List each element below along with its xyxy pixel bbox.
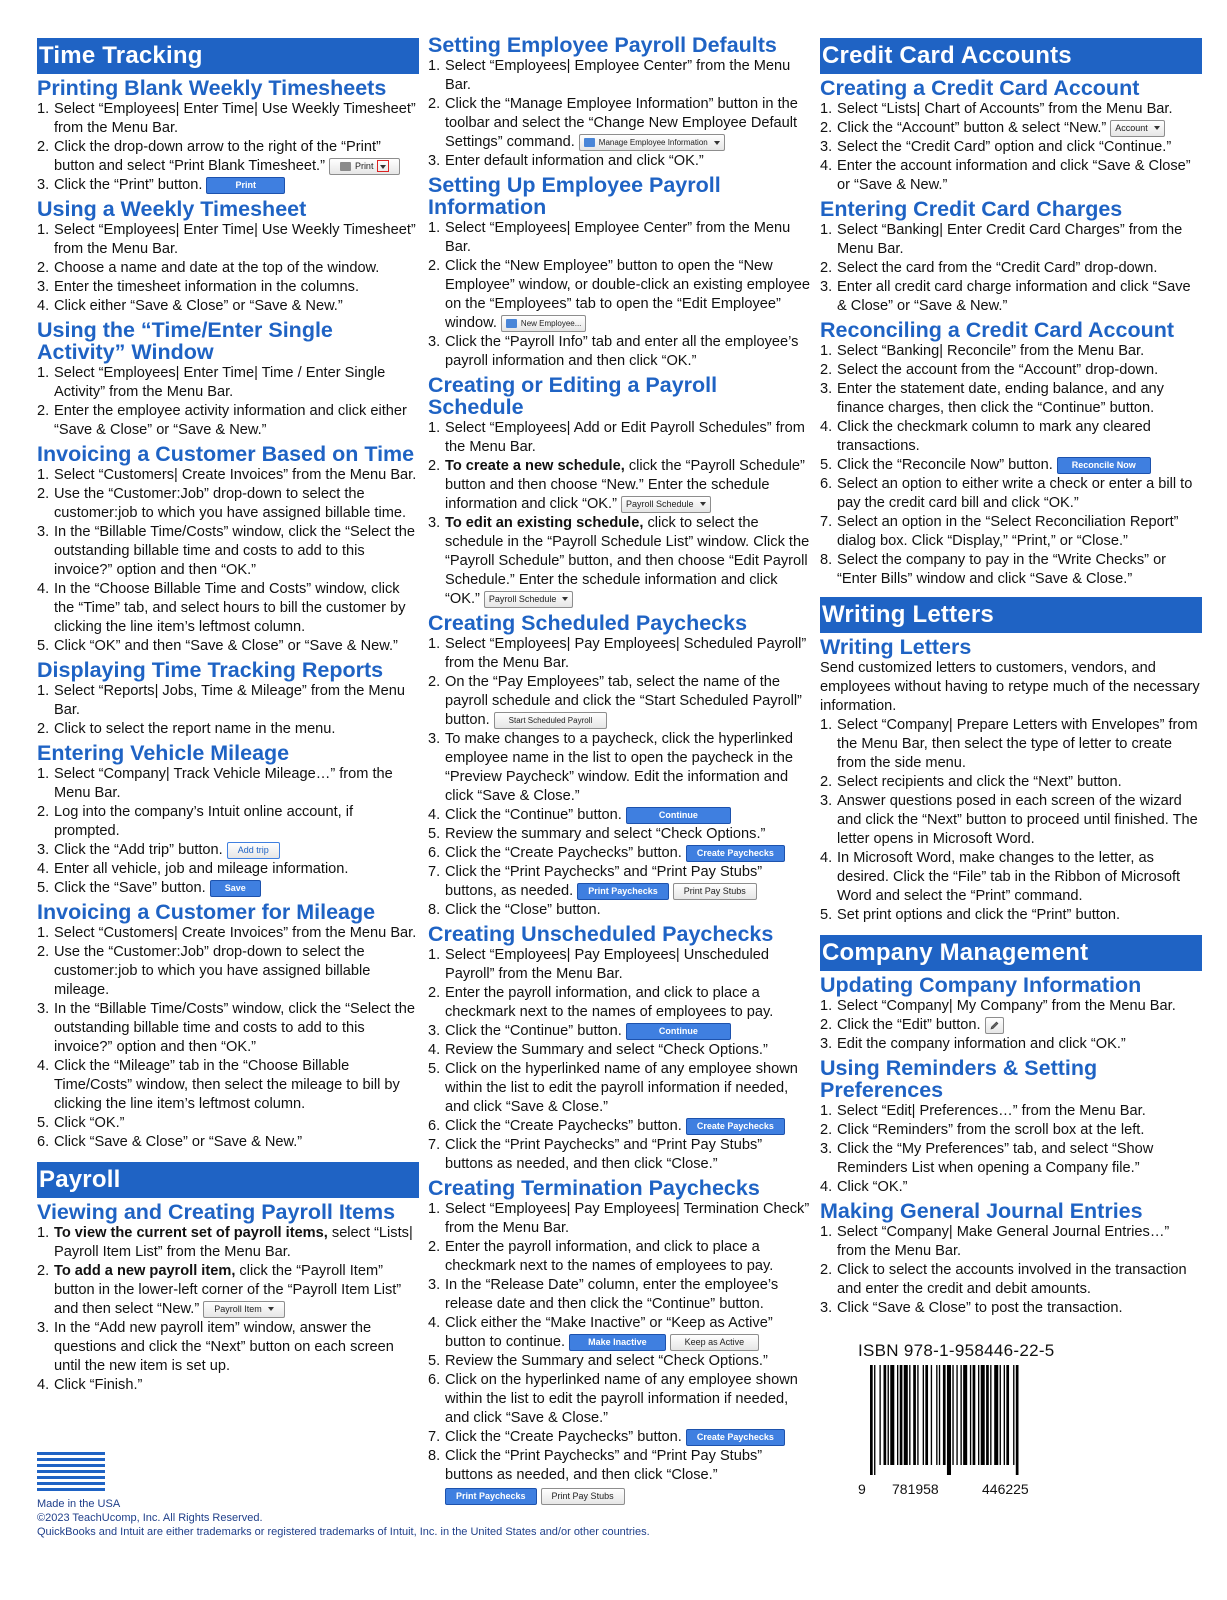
list-item: 1. To view the current set of payroll items, select “Lists| Payroll Item List” from the Menu Bar. <box>37 1225 413 1260</box>
list-item: 4. Click the checkmark column to mark any cleared transactions. <box>820 419 1151 454</box>
barcode-bar <box>917 1365 918 1465</box>
chevron-down-icon <box>1154 126 1160 130</box>
list-item: 1. Select “Employees| Pay Employees| Scheduled Payroll” from the Menu Bar. <box>428 636 807 671</box>
pencil-icon <box>989 1020 1000 1031</box>
list-item: 8. Click the “Close” button. <box>428 902 601 918</box>
list-item: 4. In Microsoft Word, make changes to the letter, as desired. Click the “File” tab in the Ribbon of Microsoft Word and select the “Print” command. <box>820 850 1181 904</box>
create-paychecks-button[interactable]: Create Paychecks <box>686 1429 785 1446</box>
print-pay-stubs-button[interactable]: Print Pay Stubs <box>673 883 757 900</box>
barcode-digits-left: 781958 <box>892 1481 939 1497</box>
barcode-bar <box>888 1365 889 1465</box>
heading-payroll-setup: Setting Up Employee Payroll Information <box>428 173 721 219</box>
chevron-down-icon <box>714 141 720 145</box>
barcode-bar <box>1000 1365 1001 1465</box>
list-item: 2. Click the “Manage Employee Information” button in the toolbar and select the “Change New Employee Default Settings” command. Manage Employee Information <box>428 96 798 150</box>
steps-vehicle-mileage <box>37 765 419 898</box>
steps-invoice-time <box>37 466 419 656</box>
steps-writing-letters <box>820 716 1202 925</box>
steps-termination-paychecks <box>428 1200 811 1485</box>
heading-writing-letters: Writing Letters <box>820 635 972 659</box>
section-header-payroll: Payroll <box>37 1162 419 1198</box>
termination-print-buttons <box>428 1488 811 1506</box>
list-item: 4. Click the “Continue” button. Continue <box>428 806 811 825</box>
list-item: 2. Choose a name and date at the top of the window. <box>37 260 380 276</box>
column-2 <box>428 34 811 1506</box>
list-item: 3. To edit an existing schedule, click to select the schedule in the “Payroll Schedule List” window. Click the “Payroll Schedule” button, and then choose “Edit Payroll Schedule.” Enter the schedule information and click “OK.” Payroll Schedule <box>428 515 810 607</box>
heading-single-activity: Using the “Time/Enter Single Activity” Window <box>37 318 333 364</box>
list-item: 5. Review the summary and select “Check Options.” <box>428 826 766 842</box>
steps-time-reports <box>37 682 419 739</box>
make-inactive-button[interactable]: Make Inactive <box>569 1334 666 1351</box>
list-item: 5. Click on the hyperlinked name of any employee shown within the list to edit the payroll information if needed, and click “Save & Close.” <box>428 1061 798 1115</box>
list-item: 1. Select “Banking| Reconcile” from the Menu Bar. <box>820 343 1145 359</box>
list-item: 3. In the “Billable Time/Costs” window, click the “Select the outstanding billable time and costs to add to this invoice?” option and then “OK.” <box>37 524 415 578</box>
list-item: 1. Select “Company| Make General Journal Entries…” from the Menu Bar. <box>820 1224 1170 1259</box>
list-item: 1. Select “Customers| Create Invoices” from the Menu Bar. <box>37 467 417 483</box>
barcode-bar <box>970 1365 971 1465</box>
heading-create-credit-card: Creating a Credit Card Account <box>820 76 1140 100</box>
list-item: 3. Click “Save & Close” to post the transaction. <box>820 1300 1123 1316</box>
list-item: 4. Click “OK.” <box>820 1179 908 1195</box>
print-paychecks-button[interactable]: Print Paychecks <box>445 1488 537 1505</box>
list-item: 7. Click the “Print Paychecks” and “Print Pay Stubs” buttons, as needed. Print Paychecks Print Pay Stubs <box>428 864 763 899</box>
list-item: 2. Click the “Account” button & select “New.” Account <box>820 119 1202 138</box>
steps-reconcile-credit-card <box>820 342 1202 589</box>
usa-flag-icon <box>37 1452 105 1494</box>
barcode-bar <box>1004 1365 1005 1465</box>
heading-payroll-items: Viewing and Creating Payroll Items <box>37 1200 396 1224</box>
barcode-digits-right: 446225 <box>982 1481 1029 1497</box>
heading-credit-card-charges: Entering Credit Card Charges <box>820 197 1123 221</box>
chevron-down-icon <box>562 597 568 601</box>
barcode-bar <box>973 1365 976 1465</box>
chevron-down-icon <box>377 160 389 172</box>
chevron-down-icon <box>700 502 706 506</box>
reconcile-now-button[interactable]: Reconcile Now <box>1057 457 1151 474</box>
list-item: 2. Use the “Customer:Job” drop-down to select the customer:job to which you have assigned billable mileage. <box>37 944 371 998</box>
barcode-bar <box>956 1365 957 1465</box>
list-item: 7. Click the “Print Paychecks” and “Print Pay Stubs” buttons as needed, and then click “Close.” <box>428 1137 763 1172</box>
list-item: 2. Click the “Edit” button. <box>820 1016 1202 1035</box>
isbn-number: ISBN 978-1-958446-22-5 <box>858 1341 1055 1360</box>
list-item: 2. Enter the payroll information, and click to place a checkmark next to the names of employees to pay. <box>428 985 774 1020</box>
print-dropdown-button[interactable]: Print <box>329 158 401 175</box>
barcode-bar <box>939 1365 940 1465</box>
list-item: 6. Click the “Create Paychecks” button. Create Paychecks <box>428 844 811 863</box>
printer-icon <box>340 162 351 171</box>
list-item: 3. Enter the statement date, ending balance, and any finance charges, then click the “Continue” button. <box>820 381 1164 416</box>
steps-reminders-preferences <box>820 1102 1202 1197</box>
barcode-bar <box>890 1365 894 1465</box>
list-item: 2. Click the “New Employee” button to open the “New Employee” window, or double-click an existing employee on the “Employees” tab to open the “Edit Employee” window. New Employee... <box>428 258 811 331</box>
heading-payroll-defaults: Setting Employee Payroll Defaults <box>428 33 777 57</box>
barcode-bar <box>913 1365 916 1465</box>
list-item: 3. To make changes to a paycheck, click the hyperlinked employee name in the list to open the paycheck in the “Preview Paycheck” window. Edit the information and click “Save & Close.” <box>428 731 794 804</box>
column-1 <box>37 30 419 1395</box>
barcode-bar <box>986 1365 989 1465</box>
chevron-down-icon <box>268 1307 274 1311</box>
list-item: 2. Click “Reminders” from the scroll box at the left. <box>820 1122 1145 1138</box>
barcode-bar <box>923 1365 924 1465</box>
list-item: 6. Click “Save & Close” or “Save & New.” <box>37 1134 303 1150</box>
barcode-bar <box>960 1365 961 1465</box>
list-item: 5. Click the “Save” button. Save <box>37 879 419 898</box>
barcode-bar <box>900 1365 903 1465</box>
steps-scheduled-paychecks <box>428 635 811 920</box>
barcode-bar <box>931 1365 932 1465</box>
list-item: 3. Click the “Payroll Info” tab and enter all the employee’s payroll information and then click “OK.” <box>428 334 799 369</box>
barcode-bar <box>1006 1365 1009 1465</box>
list-item: 1. Select “Company| Prepare Letters with Envelopes” from the Menu Bar, then select the type of letter to create from the side menu. <box>820 717 1198 771</box>
print-paychecks-button[interactable]: Print Paychecks <box>577 883 669 900</box>
start-scheduled-payroll-button[interactable]: Start Scheduled Payroll <box>494 712 608 729</box>
heading-general-journal: Making General Journal Entries <box>820 1199 1143 1223</box>
list-item: 1. Select “Employees| Employee Center” from the Menu Bar. <box>428 58 791 93</box>
manage-employee-icon <box>584 138 595 147</box>
barcode-graphic <box>858 1365 1058 1475</box>
list-item: 2. Click to select the report name in the menu. <box>37 721 336 737</box>
copyright: ©2023 TeachUcomp, Inc. All Rights Reserved. <box>37 1512 263 1524</box>
section-header-credit-card-accounts: Credit Card Accounts <box>820 38 1202 74</box>
barcode-bar <box>874 1365 875 1475</box>
list-item: 3. Edit the company information and click “OK.” <box>820 1036 1126 1052</box>
list-item: 2. Select recipients and click the “Next” button. <box>820 774 1122 790</box>
account-button[interactable]: Account <box>1110 120 1165 137</box>
writing-letters-intro: Send customized letters to customers, vendors, and employees without having to retype much of the necessary information. <box>820 660 1200 714</box>
list-item: 2. Select the account from the “Account” drop-down. <box>820 362 1159 378</box>
list-item: 8. Click the “Print Paychecks” and “Print Pay Stubs” buttons as needed, and then click “Close.” <box>428 1448 763 1483</box>
manage-employee-information-button[interactable]: Manage Employee Information <box>579 134 725 151</box>
list-item: 2. Enter the payroll information, and click to place a checkmark next to the names of employees to pay. <box>428 1239 774 1274</box>
list-item: 1. Select “Employees| Enter Time| Time / Enter Single Activity” from the Menu Bar. <box>37 365 386 400</box>
barcode-bar <box>879 1365 880 1465</box>
barcode-bar <box>990 1365 991 1465</box>
heading-reminders-preferences: Using Reminders & Setting Preferences <box>820 1056 1098 1102</box>
list-item: 4. In the “Choose Billable Time and Costs” window, click the “Time” tab, and select hours to bill the customer by clicking the line item’s leftmost column. <box>37 581 406 635</box>
steps-unscheduled-paychecks <box>428 946 811 1174</box>
list-item: 3. Enter all credit card charge information and click “Save & Close” or “Save & New.” <box>820 279 1191 314</box>
heading-printing-blank-timesheets: Printing Blank Weekly Timesheets <box>37 76 387 100</box>
list-item: 2. Enter the employee activity information and click either “Save & Close” or “Save & New.” <box>37 403 407 438</box>
list-item: 5. Review the Summary and select “Check Options.” <box>428 1353 768 1369</box>
list-item: 3. Answer questions posed in each screen of the wizard and click the “Next” button to proceed until finished. The letter opens in Microsoft Word. <box>820 793 1198 847</box>
heading-unscheduled-paychecks: Creating Unscheduled Paychecks <box>428 922 774 946</box>
payroll-schedule-button[interactable]: Payroll Schedule <box>621 496 711 513</box>
barcode-bar <box>870 1365 873 1475</box>
heading-update-company: Updating Company Information <box>820 973 1142 997</box>
heading-termination-paychecks: Creating Termination Paychecks <box>428 1176 760 1200</box>
list-item: 2. Log into the company’s Intuit online account, if prompted. <box>37 804 354 839</box>
barcode-bar <box>897 1365 898 1465</box>
heading-invoice-mileage: Invoicing a Customer for Mileage <box>37 900 376 924</box>
steps-invoice-mileage <box>37 924 419 1152</box>
list-item: 6. Click the “Create Paychecks” button. Create Paychecks <box>428 1117 811 1136</box>
list-item: 7. Select an option in the “Select Reconciliation Report” dialog box. Click “Display,” “Print,” or “Close.” <box>820 514 1179 549</box>
barcode-bar <box>936 1365 937 1465</box>
list-item: 5. Click the “Reconcile Now” button. Reconcile Now <box>820 456 1202 475</box>
heading-weekly-timesheet: Using a Weekly Timesheet <box>37 197 307 221</box>
barcode-bar <box>1013 1365 1014 1465</box>
list-item: 4. Click “Finish.” <box>37 1377 143 1393</box>
list-item: 3. Select the “Credit Card” option and click “Continue.” <box>820 139 1172 155</box>
list-item: 6. Click on the hyperlinked name of any employee shown within the list to edit the payroll information if needed, and click “Save & Close.” <box>428 1372 798 1426</box>
list-item: 4. Enter the account information and click “Save & Close” or “Save & New.” <box>820 158 1191 193</box>
list-item: 1. Select “Employees| Pay Employees| Unscheduled Payroll” from the Menu Bar. <box>428 947 769 982</box>
payroll-item-button[interactable]: Payroll Item <box>203 1301 285 1318</box>
barcode-bar <box>952 1365 953 1465</box>
barcode-bar <box>994 1365 998 1465</box>
steps-single-activity <box>37 364 419 440</box>
create-paychecks-button[interactable]: Create Paychecks <box>686 845 785 862</box>
list-item: 1. Select “Reports| Jobs, Time & Mileage” from the Menu Bar. <box>37 683 405 718</box>
list-item: 3. In the “Billable Time/Costs” window, click the “Select the outstanding billable time and costs to add to this invoice?” option and then “OK.” <box>37 1001 415 1055</box>
list-item: 1. Select “Company| My Company” from the Menu Bar. <box>820 998 1176 1014</box>
list-item: 2. Click the drop-down arrow to the right of the “Print” button and select “Print Blank Timesheet.” Print <box>37 138 419 176</box>
list-item: 4. Enter all vehicle, job and mileage information. <box>37 861 349 877</box>
heading-payroll-schedule: Creating or Editing a Payroll Schedule <box>428 373 718 419</box>
list-item: 2. On the “Pay Employees” tab, select the name of the payroll schedule and click the “Start Scheduled Payroll” button. Start Scheduled Payroll <box>428 674 802 728</box>
heading-invoice-time: Invoicing a Customer Based on Time <box>37 442 415 466</box>
list-item: 1. Select “Company| Track Vehicle Mileage…” from the Menu Bar. <box>37 766 393 801</box>
steps-payroll-items <box>37 1224 419 1395</box>
list-item: 1. Select “Banking| Enter Credit Card Charges” from the Menu Bar. <box>820 222 1183 257</box>
list-item: 4. Click either the “Make Inactive” or “Keep as Active” button to continue. Make Inactive Keep as Active <box>428 1315 773 1350</box>
section-header-writing-letters: Writing Letters <box>820 597 1202 633</box>
list-item: 4. Review the Summary and select “Check Options.” <box>428 1042 768 1058</box>
payroll-schedule-button[interactable]: Payroll Schedule <box>484 591 574 608</box>
steps-general-journal <box>820 1223 1202 1318</box>
steps-printing-blank <box>37 100 419 195</box>
edit-button[interactable] <box>985 1017 1004 1034</box>
barcode-bar <box>925 1365 928 1465</box>
list-item: 2. To create a new schedule, click the “Payroll Schedule” button and then choose “New.” Enter the schedule information and click “OK.” Payroll Schedule <box>428 458 805 512</box>
continue-button[interactable]: Continue <box>626 1023 731 1040</box>
list-item: 1. Select “Employees| Employee Center” from the Menu Bar. <box>428 220 791 255</box>
barcode-digit-leading: 9 <box>858 1481 866 1497</box>
barcode-bar <box>981 1365 985 1465</box>
list-item: 1. Select “Employees| Add or Edit Payroll Schedules” from the Menu Bar. <box>428 420 805 455</box>
steps-payroll-defaults <box>428 57 811 171</box>
keep-as-active-button[interactable]: Keep as Active <box>670 1334 760 1351</box>
barcode-bar <box>963 1365 967 1465</box>
continue-button[interactable]: Continue <box>626 807 731 824</box>
barcode-bar <box>909 1365 910 1465</box>
steps-create-credit-card <box>820 100 1202 195</box>
barcode-bar <box>978 1365 979 1465</box>
list-item: 6. Select an option to either write a check or enter a bill to pay the credit card bill and click “OK.” <box>820 476 1193 511</box>
column-3 <box>820 30 1202 1318</box>
steps-payroll-schedule <box>428 419 811 609</box>
new-employee-button[interactable]: New Employee... <box>501 315 586 332</box>
list-item: 2. Use the “Customer:Job” drop-down to select the customer:job to which you have assigned billable time. <box>37 486 407 521</box>
barcode-bar <box>1016 1365 1019 1475</box>
list-item: 5. Click “OK” and then “Save & Close” or “Save & New.” <box>37 638 398 654</box>
list-item: 3. Enter the timesheet information in the columns. <box>37 279 360 295</box>
list-item: 3. Click the “Continue” button. Continue <box>428 1022 811 1041</box>
barcode-bar <box>904 1365 908 1465</box>
list-item: 1. Select “Customers| Create Invoices” from the Menu Bar. <box>37 925 417 941</box>
list-item: 3. Click the “My Preferences” tab, and select “Show Reminders List when opening a Company file.” <box>820 1141 1154 1176</box>
add-trip-button[interactable]: Add trip <box>227 842 280 859</box>
list-item: 8. Select the company to pay in the “Write Checks” or “Enter Bills” window and click “Save & Close.” <box>820 552 1167 587</box>
create-paychecks-button[interactable]: Create Paychecks <box>686 1118 785 1135</box>
list-item: 1. Select “Employees| Pay Employees| Termination Check” from the Menu Bar. <box>428 1201 810 1236</box>
list-item: 3. Click the “Print” button. Print <box>37 176 419 195</box>
list-item: 3. In the “Release Date” column, enter the employee’s release date and then click the “Continue” button. <box>428 1277 779 1312</box>
list-item: 2. To add a new payroll item, click the “Payroll Item” button in the lower-left corner of the “Payroll Item List” and then select “New.” Payroll Item <box>37 1263 402 1317</box>
trademark-notice: QuickBooks and Intuit are either trademarks or registered trademarks of Intuit, Inc. in the United States and/or other countries. <box>37 1526 650 1538</box>
barcode-bar <box>884 1365 887 1465</box>
heading-time-reports: Displaying Time Tracking Reports <box>37 658 384 682</box>
print-button[interactable]: Print <box>206 177 285 194</box>
list-item: 7. Click the “Create Paychecks” button. Create Paychecks <box>428 1428 811 1447</box>
list-item: 3. Click the “Add trip” button. Add trip <box>37 841 419 860</box>
list-item: 1. Select “Edit| Preferences…” from the Menu Bar. <box>820 1103 1146 1119</box>
heading-reconcile-credit-card: Reconciling a Credit Card Account <box>820 318 1175 342</box>
list-item: 4. Click either “Save & Close” or “Save & New.” <box>37 298 343 314</box>
section-header-time-tracking: Time Tracking <box>37 38 419 74</box>
heading-scheduled-paychecks: Creating Scheduled Paychecks <box>428 611 748 635</box>
barcode-bar <box>947 1365 951 1475</box>
save-button[interactable]: Save <box>210 880 261 897</box>
barcode-bar <box>943 1365 946 1465</box>
section-header-company-management: Company Management <box>820 935 1202 971</box>
list-item: 5. Set print options and click the “Print” button. <box>820 907 1121 923</box>
list-item: 1. Select “Employees| Enter Time| Use Weekly Timesheet” from the Menu Bar. <box>37 222 416 257</box>
list-item: 2. Click to select the accounts involved in the transaction and enter the credit and debit amounts. <box>820 1262 1187 1297</box>
made-in-usa: Made in the USA <box>37 1498 121 1510</box>
new-employee-icon <box>506 319 517 328</box>
list-item: 1. Select “Employees| Enter Time| Use Weekly Timesheet” from the Menu Bar. <box>37 101 416 136</box>
steps-credit-card-charges <box>820 221 1202 316</box>
steps-payroll-setup <box>428 219 811 371</box>
list-item: 1. Select “Lists| Chart of Accounts” from the Menu Bar. <box>820 101 1173 117</box>
steps-weekly-timesheet <box>37 221 419 316</box>
isbn-barcode <box>858 1341 1058 1501</box>
steps-update-company <box>820 997 1202 1054</box>
print-pay-stubs-button[interactable]: Print Pay Stubs <box>541 1488 625 1505</box>
heading-vehicle-mileage: Entering Vehicle Mileage <box>37 741 290 765</box>
list-item: 4. Click the “Mileage” tab in the “Choose Billable Time/Costs” window, then select the mileage to bill by clicking the line item’s leftmost column. <box>37 1058 400 1112</box>
list-item: 2. Select the card from the “Credit Card” drop-down. <box>820 260 1158 276</box>
list-item: 5. Click “OK.” <box>37 1115 125 1131</box>
list-item: 3. Enter default information and click “OK.” <box>428 153 704 169</box>
list-item: 3. In the “Add new payroll item” window, answer the questions and click the “Next” button on each screen until the new item is set up. <box>37 1320 394 1374</box>
